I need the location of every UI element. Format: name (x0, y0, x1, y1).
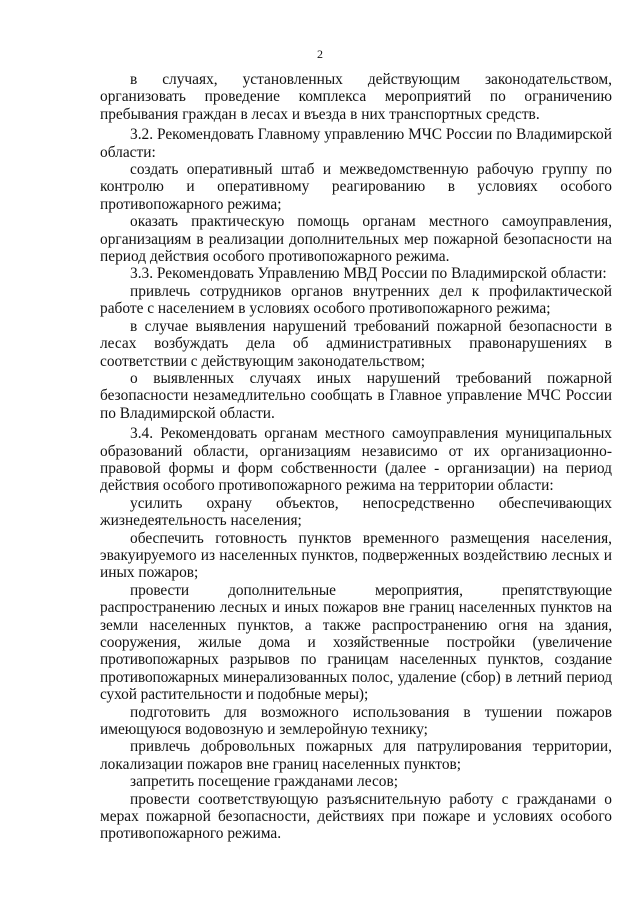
paragraph-strengthen-protection: усилить охрану объектов, непосредственно обеспечивающих жизнедеятельность населения; (100, 494, 612, 530)
paragraph-prepare-equipment: подготовить для возможного использования в тушении пожаров имеющуюся водовозную и землеройную технику; (100, 703, 612, 739)
paragraph-operational-staff: создать оперативный штаб и межведомственную рабочую группу по контролю и оперативному реагированию в условиях особого противопожарного режима; (100, 161, 612, 213)
paragraph-3-3-heading: 3.3. Рекомендовать Управлению МВД России по Владимирской области: (130, 265, 607, 283)
document-body (100, 71, 612, 843)
paragraph-report-violations: о выявленных случаях иных нарушений требований пожарной безопасности незамедлительно сообщать в Главное управление МЧС России по Владимирской области. (100, 369, 612, 422)
paragraph-forest-ban: запретить посещение гражданами лесов; (130, 773, 399, 791)
paragraph-restrict-forest-access: в случаях, установленных действующим законодательством, организовать проведение комплекса мероприятий по ограничению пребывания граждан в лесах и въезда в них транспортных средств. (100, 71, 612, 123)
paragraph-explanatory-work: провести соответствующую разъяснительную работу с гражданами о мерах пожарной безопасности, действиях при пожаре и условиях особого противопожарного режима. (100, 790, 612, 843)
paragraph-evacuation-readiness: обеспечить готовность пунктов временного размещения населения, эвакуируемого из населенных пунктов, подверженных воздействию лесных и иных пожаров; (100, 529, 612, 582)
paragraph-practical-help: оказать практическую помощь органам местного самоуправления, организациям в реализации дополнительных мер пожарной безопасности на период действия особого противопожарного режима. (100, 213, 612, 266)
paragraph-involve-police: привлечь сотрудников органов внутренних дел к профилактической работе с населением в условиях особого противопожарного режима; (100, 282, 612, 318)
paragraph-3-4-heading: 3.4. Рекомендовать органам местного самоуправления муниципальных образований области, организациям независимо от их организационно-правовой формы и форм собственности (далее - организации) на период действия особого противопожарного режима на территории области: (100, 425, 612, 495)
page-number: 2 (317, 47, 323, 61)
paragraph-additional-measures: провести дополнительные мероприятия, препятствующие распространению лесных и иных пожаров вне границ населенных пунктов на земли населенных пунктов, а также распространению огня на здания, сооружения, жилые дома и хозяйственные постройки (увеличение противопожарных разрывов по границам населенных пунктов, создание противопожарных минерализованных полос, удаление (сбор) в летний период сухой растительности и подобные меры); (100, 581, 612, 704)
paragraph-violations-cases: в случае выявления нарушений требований пожарной безопасности в лесах возбуждать дела об административных правонарушениях в соответствии с действующим законодательством; (100, 317, 612, 370)
paragraph-3-2-heading: 3.2. Рекомендовать Главному управлению МЧС России по Владимирской области: (100, 126, 612, 161)
paragraph-volunteer-firefighters: привлечь добровольных пожарных для патрулирования территории, локализации пожаров вне границ населенных пунктов; (100, 738, 612, 773)
